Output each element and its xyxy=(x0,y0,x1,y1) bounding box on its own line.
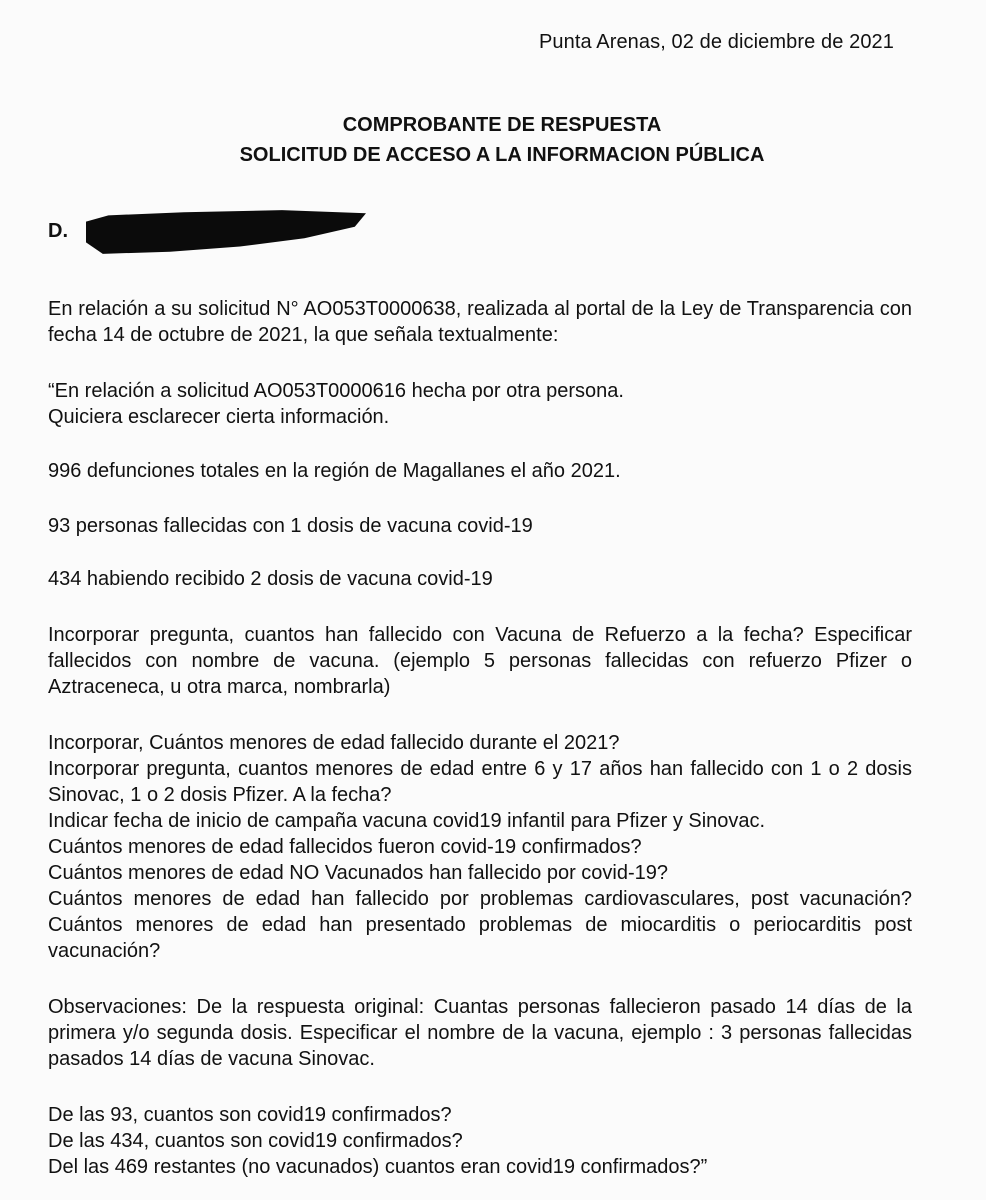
statement-deaths-total xyxy=(48,458,912,484)
minors-line-a: Incorporar, Cuántos menores de edad fallecido durante el 2021? xyxy=(48,732,620,754)
recipient-prefix: D. xyxy=(48,220,68,242)
quote-opening xyxy=(48,378,912,430)
booster-text: Incorporar pregunta, cuantos han fallecido con Vacuna de Refuerzo a la fecha? Especificar fallecidos con nombre de vacuna. (ejemplo 5 personas fallecidas con refuerzo Pfizer o Aztraceneca, u otra marca, nombrarla) xyxy=(48,624,912,698)
intro-text: En relación a su solicitud N° AO053T0000638, realizada al portal de la Ley de Transparencia con fecha 14 de octubre de 2021, la que señala textualmente: xyxy=(48,298,912,346)
minors-paragraph xyxy=(48,730,912,964)
observations-paragraph xyxy=(48,994,912,1072)
minors-line-b: Incorporar pregunta, cuantos menores de edad entre 6 y 17 años han fallecido con 1 o 2 dosis Sinovac, 1 o 2 dosis Pfizer. A la fecha? xyxy=(48,758,912,806)
statement-1: 996 defunciones totales en la región de Magallanes el año 2021. xyxy=(48,460,621,482)
quote-line-1: “En relación a solicitud AO053T0000616 hecha por otra persona. xyxy=(48,380,624,402)
minors-line-f: Cuántos menores de edad han fallecido por problemas cardiovasculares, post vacunación? Cuántos menores de edad han presentado problemas de miocarditis o periocarditis post vacunación? xyxy=(48,888,912,962)
statement-3: 434 habiendo recibido 2 dosis de vacuna covid-19 xyxy=(48,568,493,590)
date-line: Punta Arenas, 02 de diciembre de 2021 xyxy=(538,31,894,53)
quote-line-2: Quiciera esclarecer cierta información. xyxy=(48,406,390,428)
redaction-mark xyxy=(86,206,366,258)
document-title xyxy=(0,110,986,170)
intro-paragraph xyxy=(48,296,912,348)
title-line-2: SOLICITUD DE ACCESO A LA INFORMACION PÚBLICA xyxy=(239,144,765,166)
observations-text: Observaciones: De la respuesta original: Cuantas personas fallecieron pasado 14 días de la primera y/o segunda dosis. Especificar el nombre de la vacuna, ejemplo : 3 personas fallecidas pasados 14 días de vacuna Sinovac. xyxy=(48,996,912,1070)
minors-line-e: Cuántos menores de edad NO Vacunados han fallecido por covid-19? xyxy=(48,862,669,884)
confirmed-questions xyxy=(48,1102,912,1180)
statement-2: 93 personas fallecidas con 1 dosis de vacuna covid-19 xyxy=(48,515,533,537)
confirmed-line-a: De las 93, cuantos son covid19 confirmados? xyxy=(48,1104,452,1126)
statement-one-dose xyxy=(48,513,912,539)
booster-paragraph xyxy=(48,622,912,700)
confirmed-line-c: Del las 469 restantes (no vacunados) cuantos eran covid19 confirmados?” xyxy=(48,1156,708,1178)
minors-line-d: Cuántos menores de edad fallecidos fueron covid-19 confirmados? xyxy=(48,836,642,858)
title-line-1: COMPROBANTE DE RESPUESTA xyxy=(342,114,662,136)
statement-two-doses xyxy=(48,566,912,592)
minors-line-c: Indicar fecha de inicio de campaña vacuna covid19 infantil para Pfizer y Sinovac. xyxy=(48,810,766,832)
confirmed-line-b: De las 434, cuantos son covid19 confirmados? xyxy=(48,1130,463,1152)
